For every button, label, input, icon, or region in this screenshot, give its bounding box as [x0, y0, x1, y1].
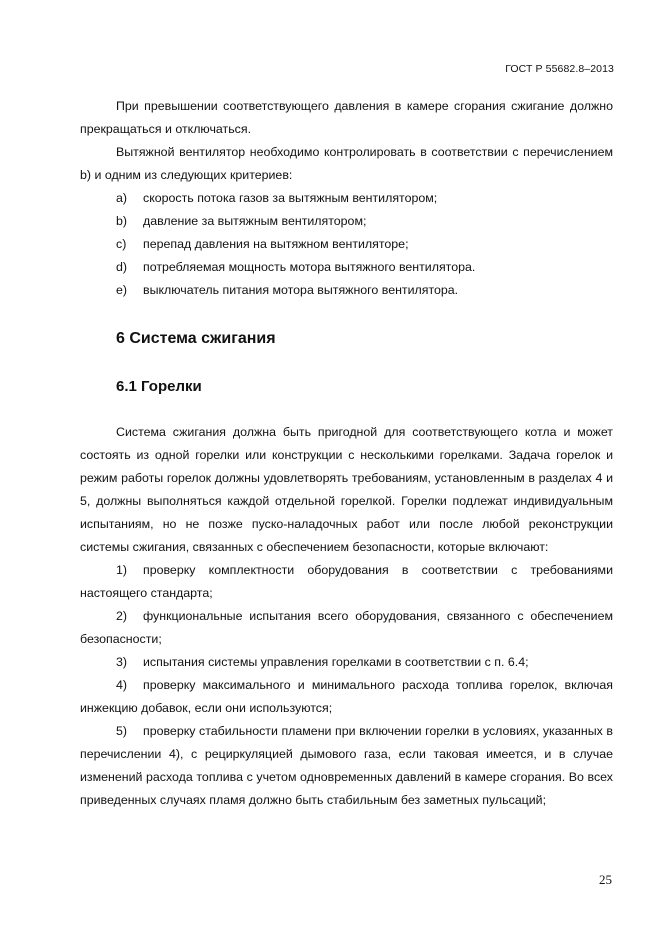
list-item-text: скорость потока газов за вытяжным вентилятором; [143, 191, 438, 205]
paragraph-exhaust-fan: Вытяжной вентилятор необходимо контролировать в соответствии с перечислением b) и одним из следующих критериев: [80, 145, 613, 182]
list-item [80, 605, 613, 651]
list-item-text: потребляемая мощность мотора вытяжного вентилятора. [143, 260, 476, 274]
list-item-text: перепад давления на вытяжном вентиляторе; [143, 237, 409, 251]
list-item [80, 559, 613, 605]
list-marker: b) [116, 214, 128, 228]
list-marker: 3) [116, 655, 128, 669]
paragraph-burners: Система сжигания должна быть пригодной для соответствующего котла и может состоять из одной горелки или конструкции с несколькими горелками. Задача горелок и режим работы горелок должны удовлетворять требованиям, установленным в разделах 4 и 5, должны выполняться каждой отдельной горелкой. Горелки подлежат индивидуальным испытаниям, но не позже пуско-наладочных работ или после любой реконструкции системы сжигания, связанных с обеспечением безопасности, которые включают: [80, 425, 613, 554]
list-item [80, 674, 613, 720]
list-item-text: испытания системы управления горелками в соответствии с п. 6.4; [143, 655, 529, 669]
list-item [80, 720, 613, 812]
list-item-text: давление за вытяжным вентилятором; [143, 214, 367, 228]
list-marker: d) [116, 260, 128, 274]
paragraph-pressure-shutdown: При превышении соответствующего давления в камере сгорания сжигание должно прекращаться и отключаться. [80, 99, 613, 136]
list-marker: e) [116, 283, 128, 297]
list-item [80, 210, 613, 233]
list-marker: 5) [116, 724, 128, 738]
list-item [80, 233, 613, 256]
list-item-text: функциональные испытания всего оборудования, связанного с обеспечением безопасности; [80, 609, 613, 646]
list-marker: 2) [116, 609, 128, 623]
list-item-text: проверку максимального и минимального расхода топлива горелок, включая инжекцию добавок, если они используются; [80, 678, 613, 715]
subsection-heading: 6.1 Горелки [116, 378, 202, 395]
document-header: ГОСТ Р 55682.8–2013 [505, 63, 614, 75]
list-item [80, 651, 613, 674]
list-item-text: проверку стабильности пламени при включении горелки в условиях, указанных в перечислении 4), с рециркуляцией дымового газа, если таковая имеется, и в случае изменений расхода топлива с учетом одновременных давлений в камере сгорания. Во всех приведенных случаях пламя должно быть стабильным без заметных пульсаций; [80, 724, 613, 807]
page-number: 25 [599, 872, 612, 887]
list-item-text: проверку комплектности оборудования в соответствии с требованиями настоящего стандарта; [80, 563, 613, 600]
list-item [80, 279, 613, 302]
list-marker: a) [116, 191, 128, 205]
list-item [80, 187, 613, 210]
section-heading: 6 Система сжигания [116, 330, 276, 347]
list-marker: 1) [116, 563, 128, 577]
list-item-text: выключатель питания мотора вытяжного вентилятора. [143, 283, 459, 297]
list-marker: 4) [116, 678, 128, 692]
list-item [80, 256, 613, 279]
page-content [80, 95, 613, 812]
list-marker: c) [116, 237, 127, 251]
